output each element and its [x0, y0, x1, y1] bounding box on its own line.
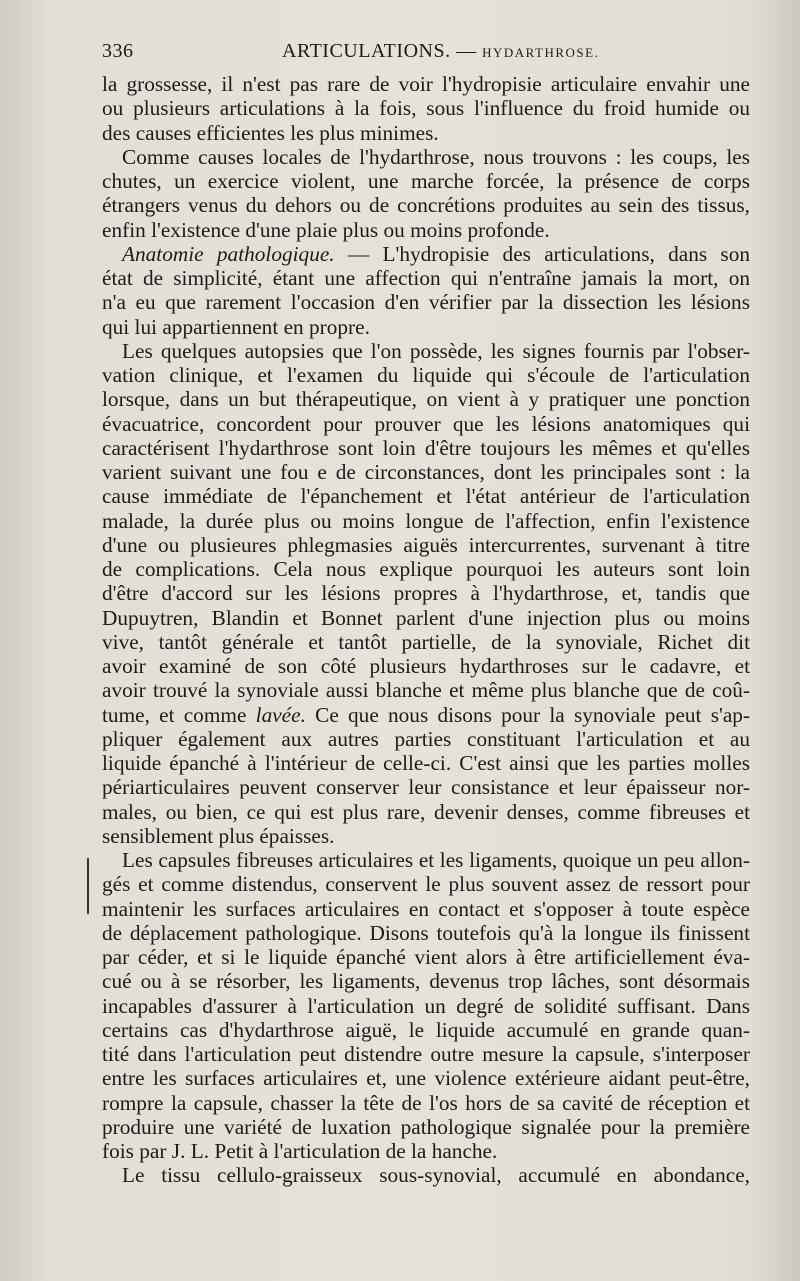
text-line: vive, tantôt générale et tantôt partielle, de la synoviale, Richet dit [102, 629, 750, 654]
text-line: gés et comme distendus, conservent le plus souvent assez de ressort pour [102, 872, 750, 897]
running-title [282, 40, 599, 63]
text-line: Les capsules fibreuses articulaires et les ligaments, quoique un peu allon- [122, 848, 750, 872]
text-line: n'a eu que rarement l'occasion d'en vérifier par la dissection les lésions [102, 290, 750, 315]
text-line: Les quelques autopsies que l'on possède, les signes fournis par l'obser- [122, 338, 750, 363]
text-line: enfin l'existence d'une plaie plus ou moins profonde. [102, 217, 550, 242]
text-line: certains cas d'hydarthrose aiguë, le liquide accumulé en grande quan- [102, 1017, 750, 1042]
text-line: lorsque, dans un but thérapeutique, on vient à y pratiquer une ponction [102, 387, 750, 412]
text-line: cué ou à se résorber, les ligaments, devenus trop lâches, sont désormais [102, 969, 750, 994]
text-line: malade, la durée plus ou moins longue de l'affection, enfin l'existence [102, 508, 750, 533]
text-line: sensiblement plus épaisses. [102, 823, 335, 848]
text-line: de complications. Cela nous explique pourquoi les auteurs sont loin [102, 557, 750, 581]
text-line-section-heading [102, 242, 750, 266]
text-line: produire une variété de luxation pathologique signalée pour la première [102, 1114, 750, 1139]
text-line: varient suivant une fou e de circonstances, dont les principales sont : la [102, 460, 750, 484]
text-line-italic-word [102, 703, 750, 727]
text-line: vation clinique, et l'examen du liquide qui s'écoule de l'articulation [102, 363, 750, 387]
text-line: avoir trouvé la synoviale aussi blanche et même plus blanche que de coû- [102, 678, 750, 703]
text-fragment: Ce que nous disons pour la synoviale peut s'ap- [315, 702, 751, 727]
page-number: 336 [102, 40, 134, 62]
text-fragment: tume, et comme [102, 702, 247, 727]
text-line: pliquer également aux autres parties constituant l'articulation et au [102, 726, 750, 751]
section-heading: Anatomie pathologique. [122, 241, 335, 266]
text-line: liquide épanché à l'intérieur de celle-ci. C'est ainsi que les parties molles [102, 751, 750, 775]
text-line: étrangers venus du dehors ou de concrétions produites au sein des tissus, [102, 193, 750, 218]
text-line: rompre la capsule, chasser la tête de l'os hors de sa cavité de réception et [102, 1090, 750, 1115]
running-title-main: ARTICULATIONS. — [282, 40, 477, 62]
text-line: avoir examiné de son côté plusieurs hydarthroses sur le cadavre, et [102, 654, 750, 678]
text-line: incapables d'assurer à l'articulation un degré de solidité suffisant. Dans [102, 993, 750, 1018]
text-line: état de simplicité, étant une affection qui n'entraîne jamais la mort, on [102, 266, 750, 290]
text-line: maintenir les surfaces articulaires en contact et s'opposer à toute espèce [102, 896, 750, 921]
text-line: périarticulaires peuvent conserver leur consistance et leur épaisseur nor- [102, 775, 750, 800]
text-line: entre les surfaces articulaires et, une violence extérieure aidant peut-être, [102, 1066, 750, 1091]
text-line: cause immédiate de l'épanchement et l'état antérieur de l'articulation [102, 484, 750, 509]
italic-word: lavée. [255, 702, 306, 727]
body-text [102, 72, 750, 1188]
text-line: Comme causes locales de l'hydarthrose, nous trouvons : les coups, les [122, 144, 750, 169]
text-line: évacuatrice, concordent pour prouver que les lésions anatomiques qui [102, 411, 750, 436]
text-line: caractérisent l'hydarthrose sont loin d'être toujours les mêmes et qu'elles [102, 435, 750, 460]
page-header [102, 40, 750, 68]
text-line: males, ou bien, ce qui est plus rare, devenir denses, comme fibreuses et [102, 799, 750, 824]
text-line: Dupuytren, Blandin et Bonnet parlent d'une injection plus ou moins [102, 605, 750, 630]
text-line: par céder, et si le liquide épanché vient alors à être artificiellement éva- [102, 945, 750, 969]
text-line: fois par J. L. Petit à l'articulation de la hanche. [102, 1139, 498, 1163]
text-line: de déplacement pathologique. Disons toutefois qu'à la longue ils finissent [102, 920, 750, 945]
text-line: qui lui appartiennent en propre. [102, 314, 370, 339]
running-title-sub: HYDARTHROSE. [482, 45, 600, 60]
text-fragment: — L'hydropisie des articulations, dans son [347, 241, 750, 266]
text-line: ou plusieurs articulations à la fois, sous l'influence du froid humide ou [102, 96, 750, 121]
text-line: d'être d'accord sur les lésions propres à l'hydarthrose, et, tandis que [102, 581, 750, 606]
text-line: Le tissu cellulo-graisseux sous-synovial, accumulé en abondance, [122, 1163, 750, 1188]
text-line: la grossesse, il n'est pas rare de voir l'hydropisie articulaire envahir une [102, 72, 750, 96]
text-line: d'une ou plusieures phlegmasies aiguës intercurrentes, survenant à titre [102, 532, 750, 557]
margin-mark [87, 858, 89, 914]
text-line: chutes, un exercice violent, une marche forcée, la présence de corps [102, 169, 750, 193]
text-line: des causes efficientes les plus minimes. [102, 120, 439, 145]
text-line: tité dans l'articulation peut distendre outre mesure la capsule, s'interposer [102, 1042, 750, 1066]
